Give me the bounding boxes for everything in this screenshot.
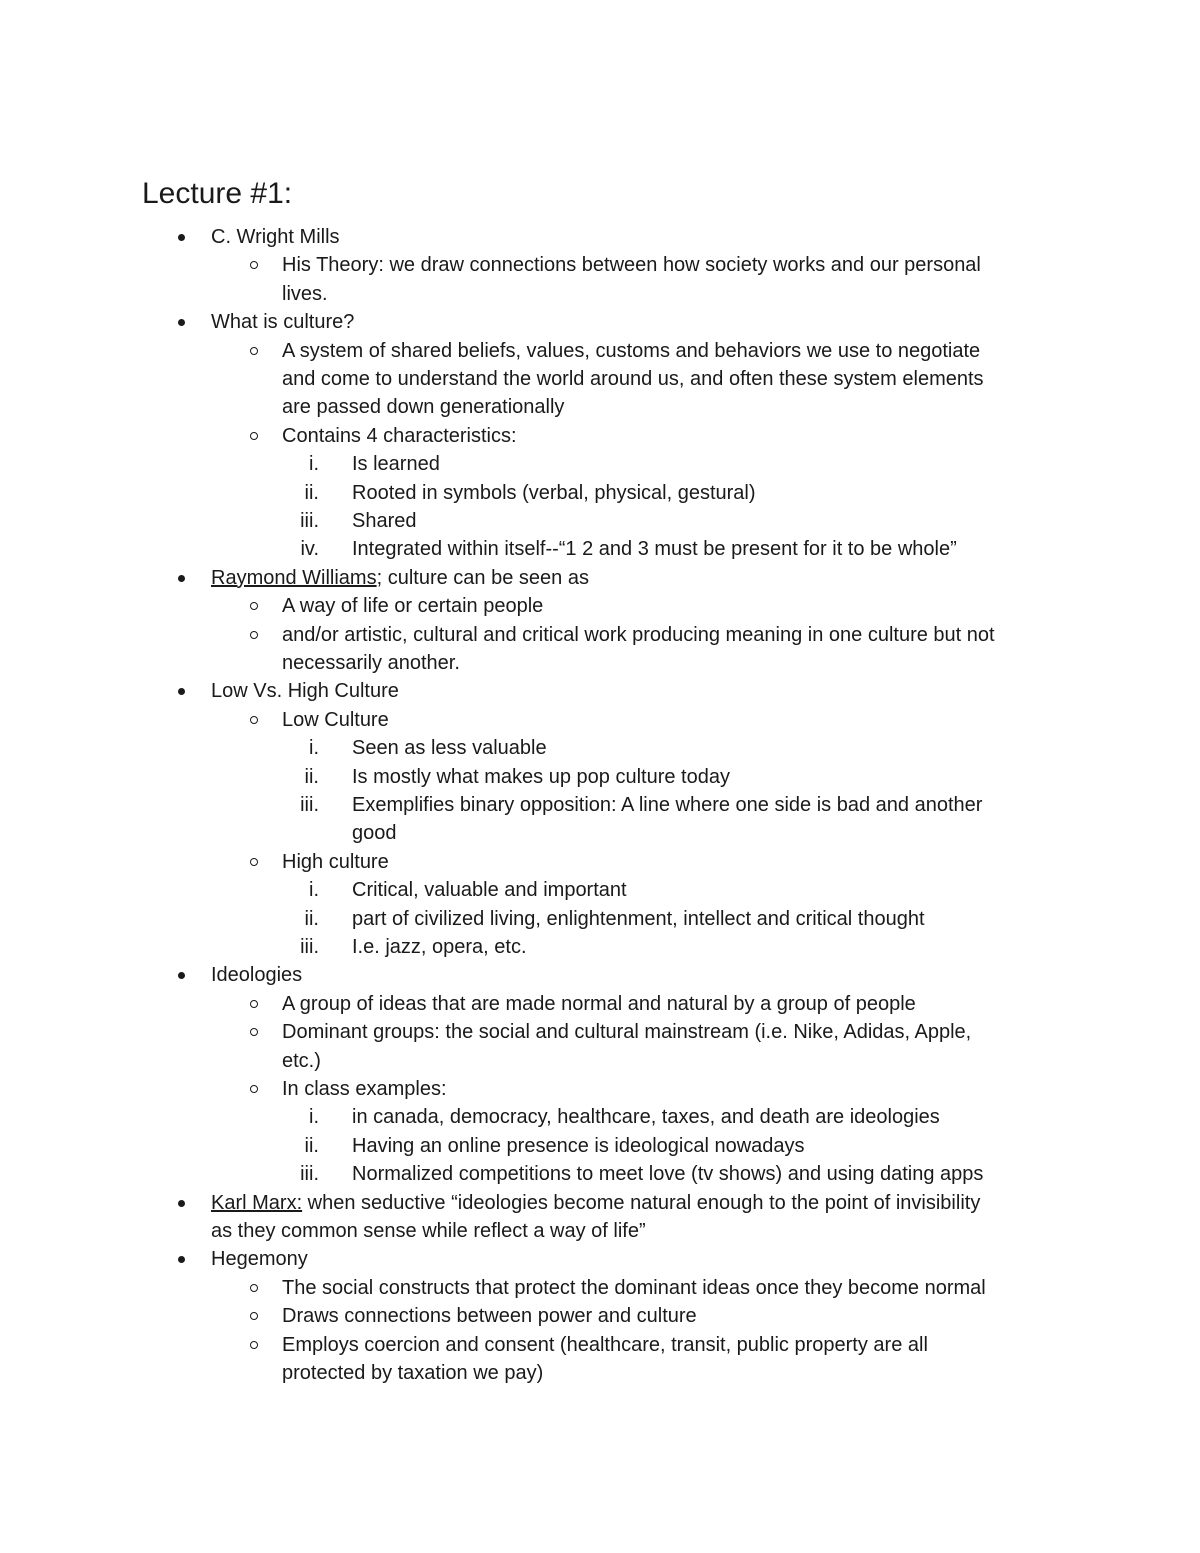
bullet-circle-icon	[250, 602, 258, 610]
bullet-circle-icon	[250, 858, 258, 866]
section-heading	[211, 961, 302, 989]
bullet-dot-icon	[178, 234, 185, 241]
sub-item-text: A way of life or certain people	[282, 595, 544, 618]
section-heading	[211, 564, 589, 592]
section-heading	[211, 1189, 980, 1217]
section-label: Raymond Williams	[211, 566, 377, 589]
numbered-item-text: part of civilized living, enlightenment, intellect and critical thought	[352, 907, 925, 930]
sub-item-text: Employs coercion and consent (healthcare, transit, public property are all	[282, 1333, 928, 1356]
roman-numeral: iii.	[300, 936, 319, 958]
section-label: Ideologies	[211, 964, 303, 987]
numbered-item-text: good	[352, 822, 397, 845]
numbered-item-text: Integrated within itself--“1 2 and 3 must be present for it to be whole”	[352, 538, 957, 561]
bullet-circle-icon	[250, 432, 258, 440]
numbered-item-text: in canada, democracy, healthcare, taxes, and death are ideologies	[352, 1106, 940, 1129]
sub-item-text: protected by taxation we pay)	[282, 1362, 544, 1384]
sub-item-text: necessarily another.	[282, 652, 460, 674]
sub-item-text: A group of ideas that are made normal and natural by a group of people	[282, 992, 916, 1015]
section-text: when seductive “ideologies become natural enough to the point of invisibility	[302, 1191, 981, 1214]
bullet-circle-icon	[250, 716, 258, 724]
sub-item-text: Contains 4 characteristics:	[282, 424, 517, 447]
roman-numeral: iii.	[300, 1163, 319, 1186]
section-heading	[211, 677, 399, 705]
numbered-item-text: Shared	[352, 510, 417, 532]
section-heading	[211, 1245, 308, 1273]
section-text: ; culture can be seen as	[376, 566, 589, 589]
bullet-dot-icon	[178, 1200, 185, 1207]
bullet-dot-icon	[178, 575, 185, 582]
bullet-circle-icon	[250, 347, 258, 355]
bullet-circle-icon	[250, 1000, 258, 1008]
sub-item-text: Draws connections between power and culture	[282, 1305, 697, 1328]
roman-numeral: iii.	[300, 794, 319, 816]
section-label: Hegemony	[211, 1248, 308, 1271]
bullet-circle-icon	[250, 1085, 258, 1093]
sub-item-text: High culture	[282, 850, 389, 873]
roman-numeral: iii.	[300, 510, 319, 532]
roman-numeral: i.	[309, 1106, 319, 1129]
roman-numeral: i.	[309, 453, 319, 476]
roman-numeral: ii.	[304, 1134, 319, 1157]
sub-item-text: His Theory: we draw connections between how society works and our personal	[282, 254, 981, 277]
sub-item-text: Dominant groups: the social and cultural mainstream (i.e. Nike, Adidas, Apple,	[282, 1021, 972, 1044]
section-label: What is culture?	[211, 311, 355, 334]
section-text-continued: as they common sense while reflect a way of life”	[211, 1220, 646, 1242]
bullet-circle-icon	[250, 261, 258, 269]
numbered-item-text: I.e. jazz, opera, etc.	[352, 936, 527, 958]
section-label: C. Wright Mills	[211, 226, 340, 248]
bullet-dot-icon	[178, 972, 185, 979]
sub-item-text: are passed down generationally	[282, 396, 565, 419]
sub-item-text: lives.	[282, 282, 328, 305]
sub-item-text: etc.)	[282, 1049, 321, 1072]
section-heading	[211, 223, 340, 251]
sub-item-text: and come to understand the world around us, and often these system elements	[282, 368, 984, 390]
numbered-item-text: Normalized competitions to meet love (tv shows) and using dating apps	[352, 1163, 984, 1186]
section-label: Karl Marx:	[211, 1191, 303, 1214]
numbered-item-text: Having an online presence is ideological nowadays	[352, 1134, 805, 1157]
bullet-circle-icon	[250, 1341, 258, 1349]
bullet-circle-icon	[250, 1284, 258, 1292]
roman-numeral: iv.	[300, 538, 319, 561]
numbered-item-text: Critical, valuable and important	[352, 879, 627, 902]
numbered-item-text: Is learned	[352, 453, 440, 476]
numbered-item-text: Is mostly what makes up pop culture today	[352, 765, 730, 788]
section-label: Low Vs. High Culture	[211, 680, 399, 703]
sub-item-text: and/or artistic, cultural and critical work producing meaning in one culture but not	[282, 623, 995, 646]
bullet-dot-icon	[178, 688, 185, 695]
roman-numeral: ii.	[304, 907, 319, 930]
sub-item-text: A system of shared beliefs, values, customs and behaviors we use to negotiate	[282, 339, 981, 362]
roman-numeral: ii.	[304, 481, 319, 504]
numbered-item-text: Exemplifies binary opposition: A line where one side is bad and another	[352, 794, 983, 816]
sub-item-text: The social constructs that protect the dominant ideas once they become normal	[282, 1276, 986, 1299]
page-title: Lecture #1:	[142, 177, 293, 210]
bullet-dot-icon	[178, 319, 185, 326]
bullet-dot-icon	[178, 1256, 185, 1263]
bullet-circle-icon	[250, 1312, 258, 1320]
roman-numeral: i.	[309, 879, 319, 902]
roman-numeral: i.	[309, 737, 319, 760]
numbered-item-text: Seen as less valuable	[352, 737, 547, 760]
sub-item-text: Low Culture	[282, 708, 389, 731]
numbered-item-text: Rooted in symbols (verbal, physical, gestural)	[352, 481, 756, 504]
roman-numeral: ii.	[304, 765, 319, 788]
bullet-circle-icon	[250, 1028, 258, 1036]
section-heading	[211, 308, 354, 336]
sub-item-text: In class examples:	[282, 1078, 447, 1100]
bullet-circle-icon	[250, 631, 258, 639]
